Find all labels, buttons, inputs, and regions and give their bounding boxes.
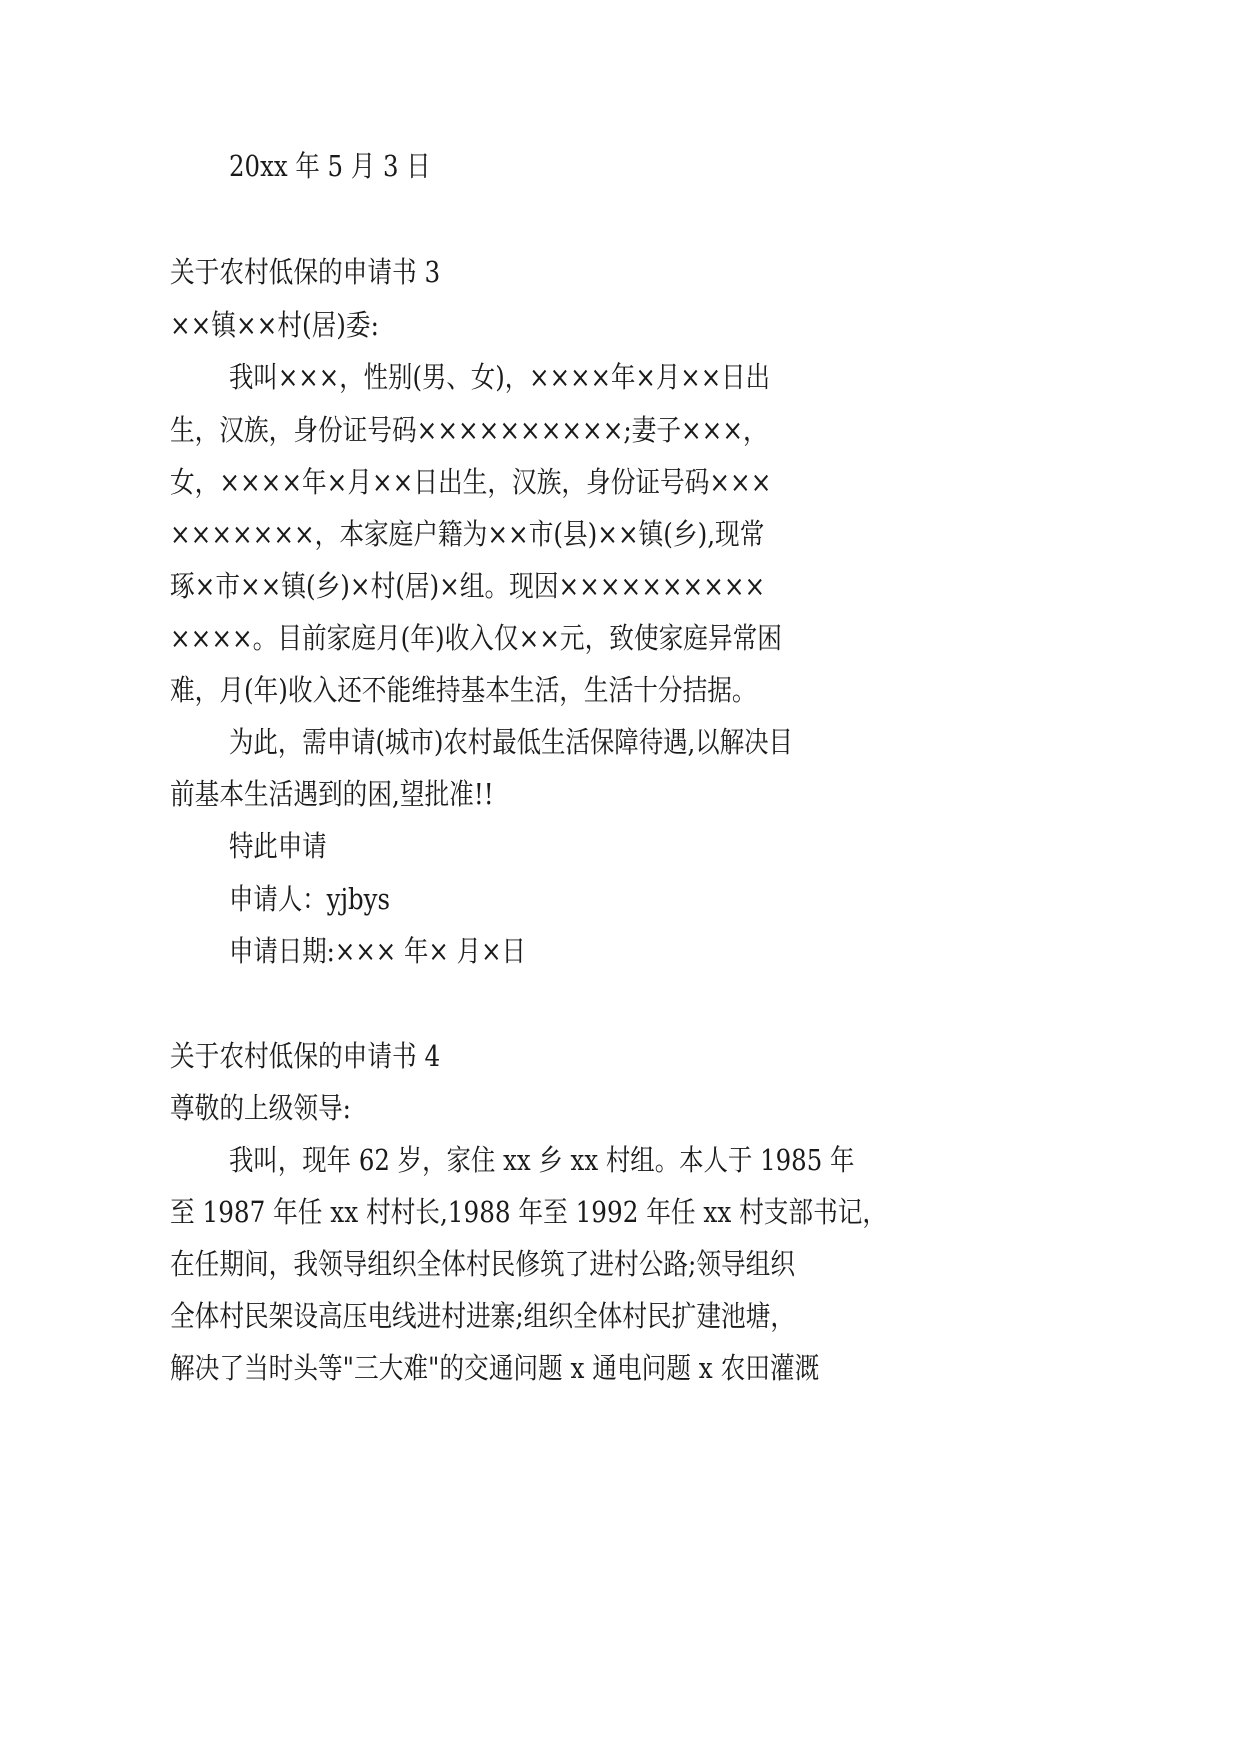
paragraph-text: 难，月(年)收入还不能维持基本生活，生活十分拮据。	[170, 673, 757, 707]
paragraph-text: 前基本生活遇到的困,望批准!!	[170, 777, 494, 811]
paragraph-text: 我叫，现年 62 岁，家住 xx 乡 xx 村组。本人于 1985 年	[229, 1143, 855, 1177]
paragraph-line	[0, 1244, 1241, 1284]
salutation-3	[0, 305, 1241, 345]
date-text: 20xx 年 5 月 3 日	[229, 149, 431, 183]
paragraph-line	[0, 670, 1241, 710]
applicant-line	[0, 879, 1241, 919]
paragraph-line	[0, 722, 1241, 762]
section-title-3-text: 关于农村低保的申请书 3	[170, 255, 441, 289]
paragraph-text: ×××××××，本家庭户籍为××市(县)××镇(乡),现常	[170, 517, 765, 551]
paragraph-text: 全体村民架设高压电线进村进寨;组织全体村民扩建池塘，	[170, 1299, 796, 1333]
paragraph-line	[0, 1296, 1241, 1336]
paragraph-text: 我叫×××，性别(男、女)，××××年×月××日出	[229, 360, 771, 394]
salutation-3-text: ××镇××村(居)委:	[170, 308, 379, 342]
paragraph-text: 女，××××年×月××日出生，汉族，身份证号码×××	[170, 465, 772, 499]
paragraph-line	[0, 618, 1241, 658]
paragraph-line	[0, 1348, 1241, 1388]
application-date-text: 申请日期:××× 年× 月×日	[229, 934, 526, 968]
paragraph-line	[0, 1192, 1241, 1232]
paragraph-line	[0, 462, 1241, 502]
paragraph-line	[0, 514, 1241, 554]
applicant-text: 申请人：yjbys	[229, 882, 390, 916]
paragraph-line	[0, 357, 1241, 397]
paragraph-text: 为此，需申请(城市)农村最低生活保障待遇,以解决目	[229, 725, 793, 759]
closing-line	[0, 826, 1241, 866]
paragraph-text: 琢×市××镇(乡)×村(居)×组。现因××××××××××	[170, 569, 766, 603]
paragraph-line	[0, 410, 1241, 450]
application-date-line	[0, 931, 1241, 971]
salutation-4	[0, 1088, 1241, 1128]
paragraph-text: 生，汉族，身份证号码××××××××××;妻子×××，	[170, 413, 768, 447]
section-title-4-text: 关于农村低保的申请书 4	[170, 1039, 441, 1073]
paragraph-line	[0, 566, 1241, 606]
paragraph-line	[0, 774, 1241, 814]
closing-text: 特此申请	[229, 829, 327, 863]
paragraph-text: 解决了当时头等"三大难"的交通问题 x 通电问题 x 农田灌溉	[170, 1351, 820, 1385]
paragraph-text: 至 1987 年任 xx 村村长,1988 年至 1992 年任 xx 村支部书记，	[170, 1195, 888, 1229]
salutation-4-text: 尊敬的上级领导:	[170, 1091, 351, 1125]
paragraph-line	[0, 1140, 1241, 1180]
paragraph-text: 在任期间，我领导组织全体村民修筑了进村公路;领导组织	[170, 1247, 796, 1281]
section-title-4	[0, 1036, 1241, 1076]
date-line	[0, 146, 1241, 186]
paragraph-text: ××××。目前家庭月(年)收入仅××元，致使家庭异常困	[170, 621, 782, 655]
section-title-3	[0, 252, 1241, 292]
